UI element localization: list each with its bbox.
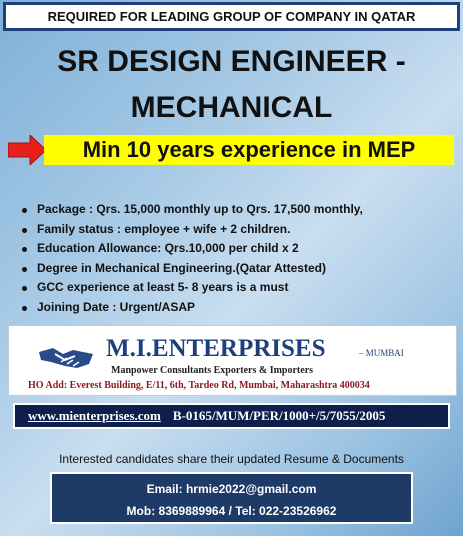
header-banner xyxy=(3,2,460,31)
company-card xyxy=(8,325,457,396)
experience-highlight xyxy=(44,135,454,165)
arrow-right-icon xyxy=(8,135,46,165)
list-item: Education Allowance: Qrs.10,000 per child x 2 xyxy=(22,239,363,259)
contact-phone[interactable]: Mob: 8369889964 / Tel: 022-23526962 xyxy=(126,504,337,518)
list-item: Family status : employee + wife + 2 children. xyxy=(22,220,363,240)
website-link[interactable]: www.mienterprises.com xyxy=(28,408,161,423)
website-license-bar xyxy=(13,403,450,429)
job-title-line-2: MECHANICAL xyxy=(130,91,333,124)
company-tagline: Manpower Consultants Exporters & Importers xyxy=(111,365,314,376)
contact-email[interactable]: Email: hrmie2022@gmail.com xyxy=(146,482,317,496)
list-item: Degree in Mechanical Engineering.(Qatar Attested) xyxy=(22,259,363,279)
job-title-line-1: SR DESIGN ENGINEER - xyxy=(57,45,406,78)
job-details-list xyxy=(22,200,363,317)
list-item: Joining Date : Urgent/ASAP xyxy=(22,298,363,318)
header-text: REQUIRED FOR LEADING GROUP OF COMPANY IN QATAR xyxy=(47,9,416,24)
list-item: Package : Qrs. 15,000 monthly up to Qrs. 17,500 monthly, xyxy=(22,200,363,220)
license-number: B-0165/MUM/PER/1000+/5/7055/2005 xyxy=(172,408,386,423)
contact-box xyxy=(50,472,413,524)
call-to-action: Interested candidates share their updated Resume & Documents xyxy=(59,452,404,466)
company-name: M.I.ENTERPRISES xyxy=(106,335,326,362)
company-city: – MUMBAI xyxy=(359,348,404,358)
experience-text: Min 10 years experience in MEP xyxy=(82,137,416,162)
handshake-icon xyxy=(37,342,95,372)
company-address: HO Add: Everest Building, E/11, 6th, Tardeo Rd, Mumbai, Maharashtra 400034 xyxy=(28,380,370,391)
experience-row xyxy=(8,131,458,169)
list-item: GCC experience at least 5- 8 years is a must xyxy=(22,278,363,298)
